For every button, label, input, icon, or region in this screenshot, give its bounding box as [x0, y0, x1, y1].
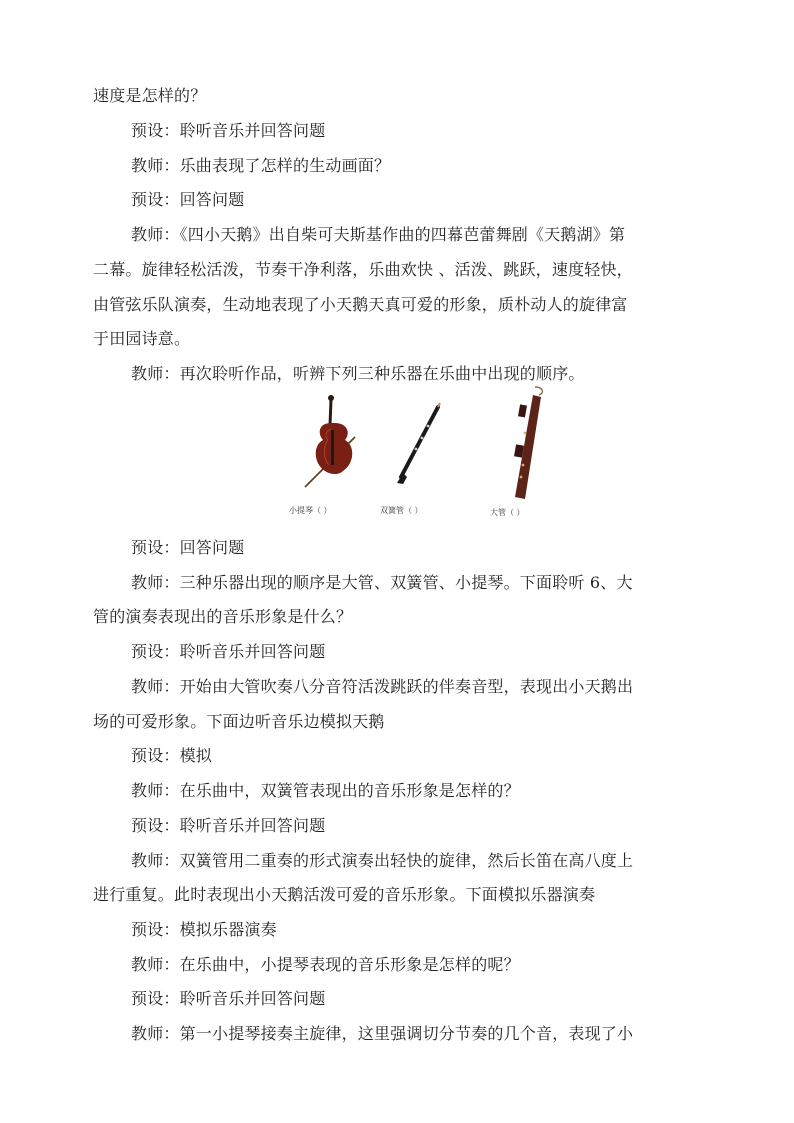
text-line: 教师：开始由大管吹奏八分音符活泼跳跃的伴奏音型，表现出小天鹅出 [131, 677, 634, 696]
text-line: 进行重复。此时表现出小天鹅活泼可爱的音乐形象。下面模拟乐器演奏 [93, 885, 596, 904]
text-line: 教师：《四小天鹅》出自柴可夫斯基作曲的四幕芭蕾舞剧《天鹅湖》第 [131, 225, 626, 244]
text-line: 预设：回答问题 [131, 190, 245, 209]
text-line: 二幕。旋律轻松活泼，节奏干净利落，乐曲欢快 、活泼、跳跃，速度轻快， [93, 260, 633, 279]
caption-oboe: 双簧管（ ） [380, 506, 423, 515]
text-line: 于田园诗意。 [93, 329, 191, 348]
text-line: 预设：聆听音乐并回答问题 [131, 816, 326, 835]
text-line: 由管弦乐队演奏，生动地表现了小天鹅天真可爱的形象，质朴动人的旋律富 [93, 295, 628, 314]
caption-violin: 小提琴（ ） [289, 506, 332, 515]
text-line: 教师：乐曲表现了怎样的生动画面？ [131, 156, 391, 175]
text-line: 预设：聆听音乐并回答问题 [131, 989, 326, 1008]
text-line: 教师：再次聆听作品，听辨下列三种乐器在乐曲中出现的顺序。 [131, 364, 585, 383]
text-line: 教师：在乐曲中，双簧管表现出的音乐形象是怎样的？ [131, 781, 520, 800]
text-line: 教师：双簧管用二重奏的形式演奏出轻快的旋律，然后长笛在高八度上 [131, 851, 634, 870]
text-line: 预设：模拟 [131, 746, 213, 765]
instrument-figure [283, 385, 553, 525]
oboe-icon [380, 403, 440, 515]
text-line: 预设：聆听音乐并回答问题 [131, 121, 326, 140]
text-line: 预设：回答问题 [131, 538, 245, 557]
text-line: 预设：聆听音乐并回答问题 [131, 642, 326, 661]
bassoon-icon [490, 387, 542, 517]
text-line: 预设：模拟乐器演奏 [131, 920, 277, 939]
caption-bassoon: 大管（ ） [490, 508, 525, 517]
text-line: 速度是怎样的？ [93, 86, 207, 105]
text-line: 场的可爱形象。下面边听音乐边模拟天鹅 [93, 712, 385, 731]
text-line: 教师：第一小提琴接奏主旋律，这里强调切分节奏的几个音，表现了小 [131, 1024, 634, 1043]
text-line: 管的演奏表现出的音乐形象是什么？ [93, 607, 353, 626]
text-line: 教师：在乐曲中，小提琴表现的音乐形象是怎样的呢？ [131, 955, 520, 974]
text-line: 教师：三种乐器出现的顺序是大管、双簧管、小提琴。下面聆听 6、大 [131, 573, 633, 592]
violin-icon [289, 395, 355, 515]
